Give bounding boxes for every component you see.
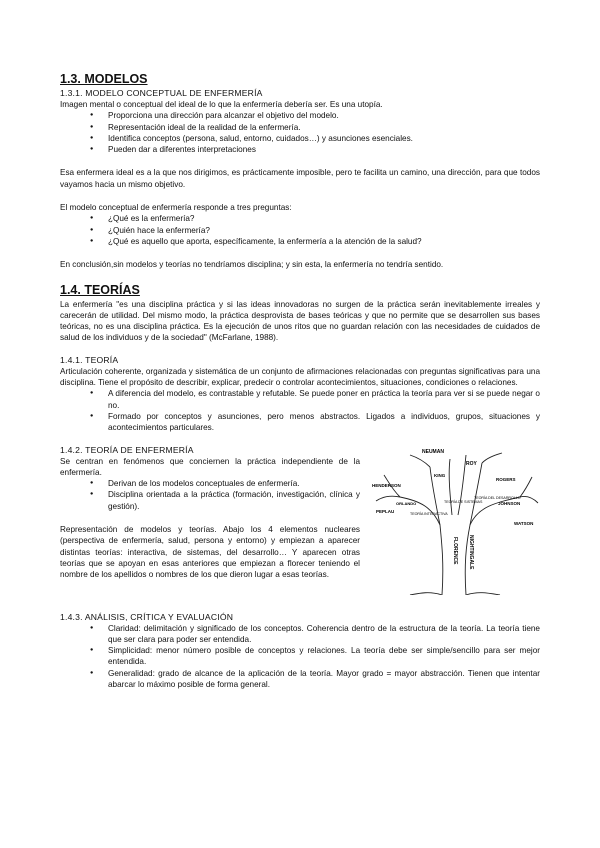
paragraph-ideal: Esa enfermera ideal es a la que nos dirigimos, es prácticamente imposible, pero te facilita un camino, una dirección, para que todos vayamos hacia un mismo objetivo. <box>60 168 540 189</box>
label-orlando: ORLANDO <box>396 500 417 506</box>
list-item: ● ¿Qué es la enfermería? <box>108 213 540 224</box>
label-teoria-desarrollo: TEORÍA DEL DESARROLLO <box>474 495 521 500</box>
label-henderson: HENDERSON <box>372 482 401 488</box>
bullet-list-teoria <box>60 388 540 433</box>
subsection-title-teoria: 1.4.1. TEORÍA <box>60 354 119 365</box>
label-neuman: NEUMAN <box>422 448 444 455</box>
subsection-title-modelo-conceptual: 1.3.1. MODELO CONCEPTUAL DE ENFERMERÍA <box>60 88 263 98</box>
list-item: ● Identifica conceptos (persona, salud, entorno, cuidados…) y asunciones esenciales. <box>108 133 540 144</box>
list-item: ● Simplicidad: menor número posible de conceptos y relaciones. La teoría debe ser simple/sencillo para ser mejor entendida. <box>108 645 540 668</box>
label-nightingale: NIGHTINGALE <box>468 534 474 569</box>
list-item: ● Derivan de los modelos conceptuales de enfermería. <box>108 478 360 489</box>
section-title-teorias: 1.4. TEORÍAS <box>60 282 140 297</box>
question-list <box>60 213 540 247</box>
paragraph-representacion: Representación de modelos y teorías. Abajo los 4 elementos nucleares (perspectiva de enfermería, salud, persona y entorno) y empiezan a aparecer distintas teorías: interactiva, de sistemas, del desarrollo… Y aparecen otras teorías que se apoyan en esas anteriores que empiezan a florecer teniendo el nombre de los apellidos o nombres de los que dieron lugar a esas teorías. <box>60 525 360 580</box>
list-item: ● Formado por conceptos y asunciones, pero menos abstractos. Ligados a individuos, grupos, situaciones y acontecimientos particulares. <box>108 411 540 434</box>
theory-tree-figure <box>370 445 540 600</box>
paragraph-conclusion: En conclusión,sin modelos y teorías no tendríamos disciplina; y sin esta, la enfermería no tendría sentido. <box>60 260 444 270</box>
list-item: ● Claridad: delimitación y significado de los conceptos. Coherencia dentro de la estructura de la teoría. La teoría tiene que ser clara para poder ser entendida. <box>108 623 540 646</box>
list-item: ● ¿Qué es aquello que aporta, específicamente, la enfermería a la atención de la salud? <box>108 236 540 247</box>
bullet-list-analisis <box>60 623 540 691</box>
label-peplau: PEPLAU <box>376 508 395 514</box>
bullet-list-model <box>60 110 540 155</box>
list-item: ● Disciplina orientada a la práctica (formación, investigación, clínica y gestión). <box>108 489 360 512</box>
label-rogers: ROGERS <box>496 476 516 482</box>
label-teoria-interactiva: TEORÍA INTERACTIVA <box>410 511 448 516</box>
paragraph-intro: Imagen mental o conceptual del ideal de lo que la enfermería debería ser. Es una utopía. <box>60 100 383 109</box>
paragraph-mcfarlane-quote: La enfermería "es una disciplina práctica y si las ideas innovadoras no surgen de la práctica serán inevitablemente irreales y carecerán de utilidad. Del mismo modo, la práctica desprovista de bases teóricas y que no permite que se desarrollen sus bases teóricas, no es una disciplina práctica. Es la ejecución de unos ritos que no guardan relación con las necesidades de cuidados de salud de los individuos y de la sociedad" (McFarlane, 1988). <box>60 299 540 343</box>
list-item: ● Representación ideal de la realidad de la enfermería. <box>108 122 540 133</box>
paragraph-questions-intro: El modelo conceptual de enfermería responde a tres preguntas: <box>60 203 292 213</box>
two-column-block <box>60 445 540 600</box>
bullet-list-teoria-enfermeria <box>60 478 360 512</box>
section-1-3 <box>60 72 540 271</box>
list-item: ● ¿Quién hace la enfermería? <box>108 225 540 236</box>
label-johnson: JOHNSON <box>498 500 521 506</box>
section-title-modelos: 1.3. MODELOS <box>60 72 148 86</box>
label-king: KING <box>434 472 446 478</box>
label-florence: FLORENCE <box>452 536 458 565</box>
label-roy: ROY <box>466 460 477 467</box>
paragraph-teoria: Articulación coherente, organizada y sistemática de un conjunto de afirmaciones relacionadas con preguntas significativas para una disciplina. Tiene el propósito de describir, explicar, predecir o controlar acontecimientos, situaciones, condiciones o relaciones. <box>60 366 540 388</box>
label-watson: WATSON <box>514 520 534 526</box>
list-item: ● Pueden dar a diferentes interpretaciones <box>108 144 540 155</box>
label-teoria-sistemas: TEORÍA DE SISTEMAS <box>444 499 483 504</box>
list-item: ● A diferencia del modelo, es contrastable y refutable. Se puede poner en práctica la teoría para ver si se puede negar o no. <box>108 388 540 411</box>
list-item: ● Generalidad: grado de alcance de la aplicación de la teoría. Mayor grado = mayor abstracción. Tienen que intentar abarcar lo máximo posible de forma general. <box>108 668 540 691</box>
tree-diagram <box>370 445 540 595</box>
section-1-4 <box>60 283 540 691</box>
paragraph-teoria-enfermeria: Se centran en fenómenos que conciernen la práctica independiente de la enfermería. <box>60 456 360 477</box>
subsection-title-teoria-enfermeria: 1.4.2. TEORÍA DE ENFERMERÍA <box>60 444 194 455</box>
subsection-title-analisis: 1.4.3. ANÁLISIS, CRÍTICA Y EVALUACIÓN <box>60 611 234 622</box>
list-item: ● Proporciona una dirección para alcanzar el objetivo del modelo. <box>108 110 540 121</box>
left-column <box>60 445 360 600</box>
